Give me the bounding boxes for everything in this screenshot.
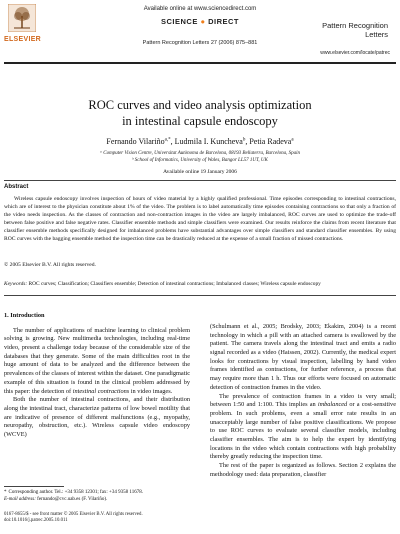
paragraph: Both the number of intestinal contractions, and their distribution along the intestinal tract, characterize patterns of low bowel motility that are indicative of presence of different malfunctions (e.g., myopathy, neuropathy, obstruction, etc.). Wireless capsule video endoscopy (WCVE) bbox=[4, 396, 190, 438]
keywords bbox=[4, 281, 396, 287]
article-title bbox=[20, 97, 380, 130]
footnote-email-label: E-mail address: bbox=[4, 496, 36, 502]
issn-doi bbox=[4, 512, 204, 525]
author-1-sup[interactable]: a,* bbox=[164, 137, 171, 143]
abstract-heading: Abstract bbox=[4, 184, 29, 190]
section-heading: 1. Introduction bbox=[4, 312, 45, 319]
paragraph bbox=[210, 393, 396, 463]
sciencedirect-left: SCIENCE bbox=[161, 17, 198, 26]
paragraph bbox=[4, 327, 190, 397]
issn-line: 0167-8655/$ - see front matter © 2005 Elsevier B.V. All rights reserved. bbox=[4, 512, 143, 517]
paragraph-end: or a cost-sensitive problem. In such problems, even a small error rate results in an unacceptably large number of false positive classifications. We propose to use ROC curves to evaluate several classifier models, including classifier ensembles. The aim is to help the expert by identifying locations in the video which contain contractions with high probability thereby greatly reducing the inspection time. bbox=[210, 401, 396, 461]
left-column bbox=[4, 312, 190, 440]
paragraph-text: The number of applications of machine learning to clinical problem solving is growing. New multimedia technologies, including real-time video, present a challenge today because of the considerable size of the databases that they generate. Some of the main difficulties root in the huge amount of data to be analyzed and the difference between the prevalences of the classes of interest within the dataset. One paradigmatic example of this situation is found in the clinical problem addressed by this paper: the detection of bbox=[4, 326, 190, 395]
footnote-text: Corresponding author. Tel.: +34 9358 12301; fax: +34 9358 11678. bbox=[8, 490, 143, 495]
keywords-label: Keywords: bbox=[4, 281, 28, 287]
footnote-rule bbox=[4, 486, 64, 487]
footnote-email[interactable]: fernando@cvc.uab.es (F. Vilariño). bbox=[37, 496, 108, 502]
author-1: Fernando Vilariño bbox=[106, 137, 165, 146]
abstract-body: Wireless capsule endoscopy involves inspection of hours of video material by a highly qualified professional. Time episodes corresponding to intestinal contractions, which are of interest to the physician constitute about 1% of the video. The problem is to label automatically time episodes containing contractions so that only a fraction of the video needs inspection. As the classes of contraction and non-contraction images in the video are largely imbalanced, ROC curves are used to optimize the trade-off between false positive and false negative rates. Classifier ensemble methods and simple classifiers were examined. Our results reinforce the claims from recent literature that classifier ensemble methods specifically designed for imbalanced problems have substantial advantages over simple classifiers and standard classifier ensembles. By using ROC curves with the bagging ensemble method the inspection time can be drastically reduced at the expense of a small fraction of missed contractions. bbox=[4, 196, 396, 242]
abstract-top-rule bbox=[4, 180, 396, 181]
affiliation-b: ᵇ School of Informatics, University of Wales, Bangor LL57 1UT, UK bbox=[132, 158, 268, 163]
paragraph-text: The prevalence of contraction frames in a video is very small; between 1:50 and 1:100. This implies an bbox=[210, 392, 396, 409]
footnote-line2 bbox=[4, 497, 190, 504]
publisher-name: ELSEVIER bbox=[4, 36, 42, 43]
author-list: Fernando Vilariño$^{a,*}$, Ludmila I. Kuncheva$^b$, Petia Radeva$^a$ bbox=[106, 137, 294, 146]
sciencedirect-right: DIRECT bbox=[208, 17, 239, 26]
affiliation-a: ᵃ Computer Vision Centre, Universitat Autònoma de Barcelona, 08193 Bellaterra, Barcelona, Spain bbox=[100, 151, 300, 156]
journal-name-line2: Letters bbox=[365, 29, 388, 39]
author-2: Ludmila I. Kuncheva bbox=[174, 137, 243, 146]
abstract-copyright: © 2005 Elsevier B.V. All rights reserved. bbox=[4, 262, 96, 268]
journal-header bbox=[0, 0, 400, 62]
elsevier-tree-logo bbox=[8, 4, 36, 32]
title-line1: ROC curves and video analysis optimization bbox=[88, 98, 312, 112]
author-3-sup: a bbox=[291, 137, 294, 143]
header-divider bbox=[4, 62, 396, 64]
footnote-line1 bbox=[4, 490, 190, 497]
body-top-rule bbox=[4, 295, 396, 296]
paragraph: (Schulmann et al., 2005; Brodsky, 2003; Ekakim, 2004) is a recent technology in which a pill with an attached camera is swallowed by the patient. The camera travels along the intestinal tract and emits a radio signal recorded as a video (Haissen, 2002). Currently, the medical expert looks for contractions by visual inspection, labelling by hand video frames identified as contractions, for further reference, a process that may require more than 1 h. Thus our efforts were focused on automatic detection of contraction frames in the video. bbox=[210, 323, 396, 391]
doi-line[interactable]: doi:10.1016/j.patrec.2005.10.011 bbox=[4, 518, 68, 524]
footnote-star: * bbox=[4, 490, 7, 495]
sciencedirect-logo bbox=[150, 17, 250, 26]
title-line2: in intestinal capsule endoscopy bbox=[122, 114, 278, 129]
available-online-text[interactable]: Available online at www.sciencedirect.com bbox=[143, 6, 257, 12]
corresponding-author-footnote bbox=[4, 490, 190, 504]
journal-name bbox=[308, 22, 388, 39]
paragraph-italic: imbalanced bbox=[317, 401, 348, 409]
paragraph: The rest of the paper is organized as follows. Section 2 explains the methodology used: data preparation, classifier bbox=[210, 462, 396, 478]
right-column bbox=[210, 323, 396, 479]
journal-name-line1: Pattern Recognition bbox=[322, 21, 388, 30]
online-date: Available online 19 January 2006 bbox=[163, 169, 237, 175]
journal-citation: Pattern Recognition Letters 27 (2006) 875–881 bbox=[142, 40, 258, 46]
sciencedirect-dot-icon: ● bbox=[197, 17, 209, 26]
author-3: Petia Radeva bbox=[249, 137, 292, 146]
keywords-text: ROC curves; Classification; Classifiers ensemble; Detection of intestinal contractions; Imbalanced classes; Wireless capsule endoscopy bbox=[28, 281, 321, 287]
paragraph-end: in video images. bbox=[129, 387, 173, 395]
journal-url[interactable]: www.elsevier.com/locate/patrec bbox=[320, 50, 390, 56]
author-2-sup: b bbox=[242, 137, 246, 143]
paragraph-italic: intestinal contractions bbox=[72, 387, 130, 395]
